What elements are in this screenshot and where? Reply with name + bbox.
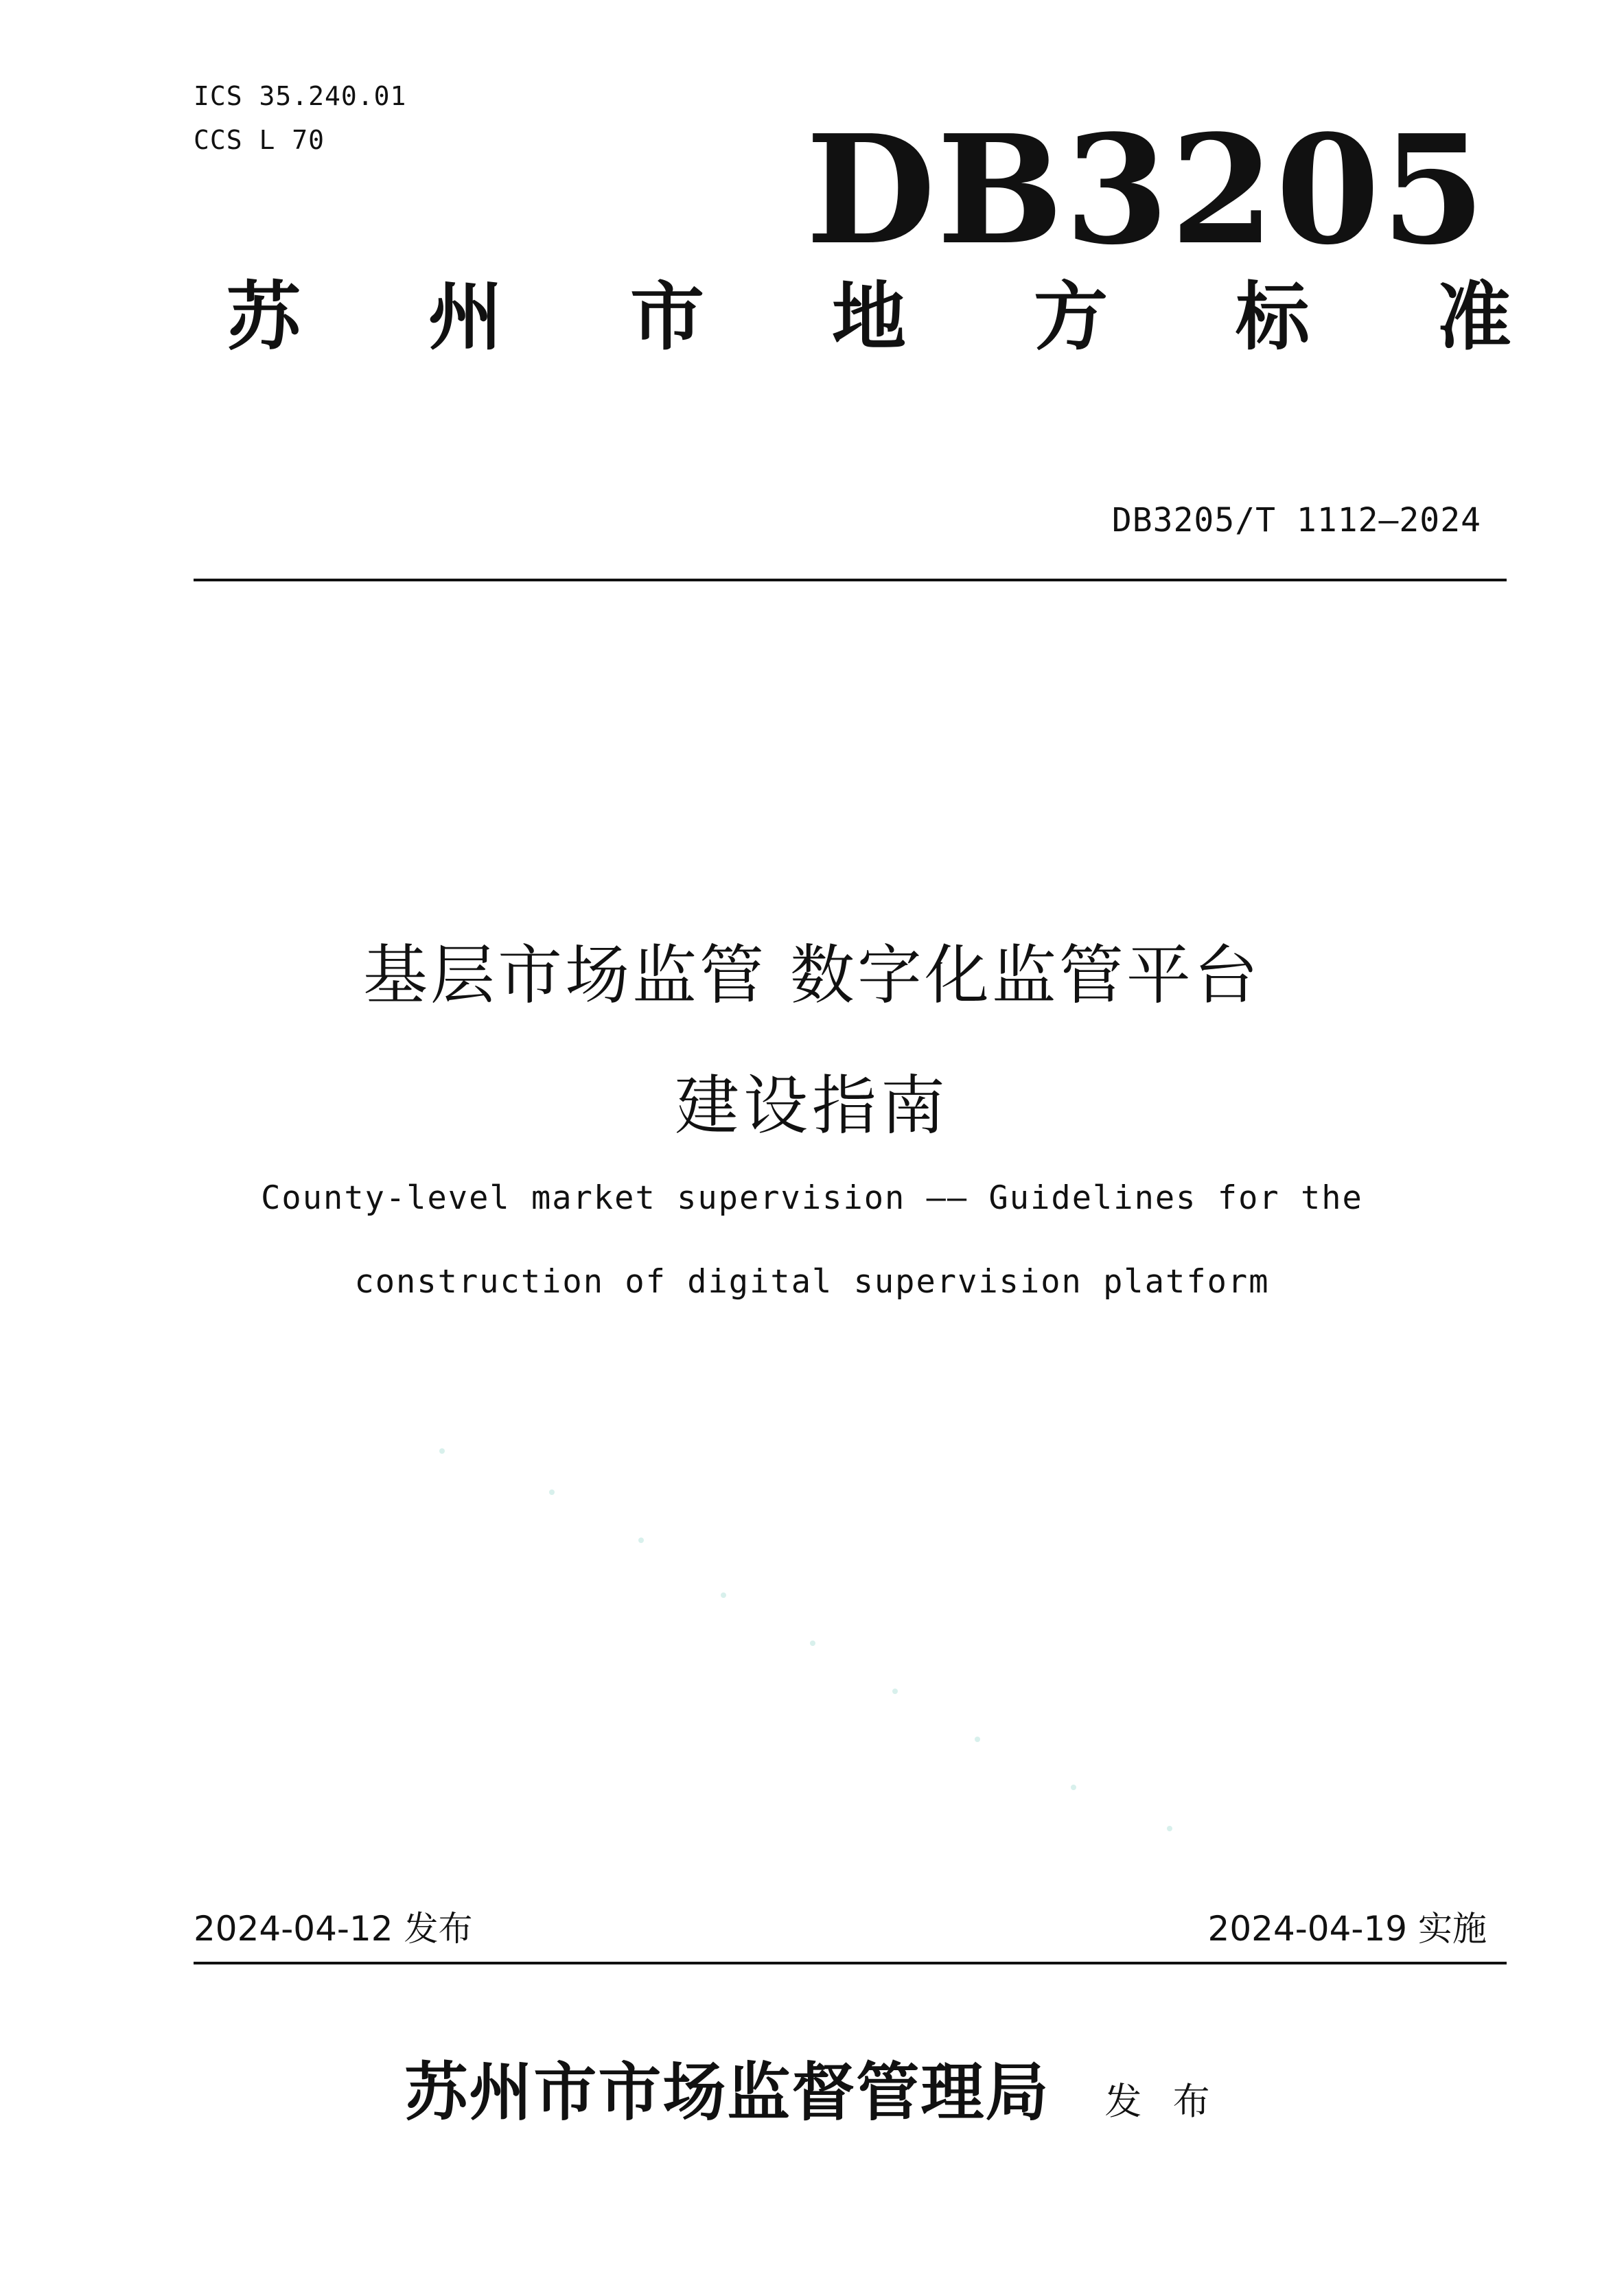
watermark-dot (549, 1489, 555, 1495)
standard-type-char: 方 (1033, 274, 1108, 360)
top-divider (194, 579, 1507, 581)
watermark-dot (1167, 1826, 1172, 1831)
standard-type-char: 苏 (227, 274, 301, 360)
publish-date: 2024-04-12 发布 (194, 1909, 473, 1949)
title-en-line2: construction of digital supervision platform (354, 1263, 1270, 1301)
standard-number: DB3205/T 1112—2024 (1111, 501, 1481, 540)
issuing-authority: 苏州市市场监督管理局 (404, 2055, 1050, 2129)
standard-type-char: 准 (1437, 274, 1511, 360)
standard-type-char: 州 (428, 274, 502, 360)
standard-type-char: 地 (831, 274, 906, 360)
bottom-divider (194, 1962, 1507, 1964)
watermark-dot (1071, 1785, 1076, 1790)
watermark-dot (721, 1592, 726, 1598)
watermark-dot (810, 1640, 815, 1646)
standard-type-char: 标 (1235, 274, 1310, 360)
standard-type-heading (227, 274, 1511, 360)
issuer-block (0, 2042, 1624, 2133)
watermark-dot (975, 1737, 980, 1742)
standard-logo: DB3205 (805, 102, 1487, 278)
watermark-dot (439, 1448, 445, 1454)
watermark-dot (638, 1538, 644, 1543)
title-en-line1: County-level market supervision —— Guidelines for the (261, 1179, 1363, 1217)
title-zh-line1: 基层市场监管 数字化监管平台 (363, 938, 1261, 1013)
title-zh-line2: 建设指南 (674, 1069, 949, 1144)
ccs-code: CCS L 70 (194, 125, 325, 155)
standard-type-char: 市 (629, 274, 704, 360)
ics-code: ICS 35.240.01 (194, 81, 407, 111)
watermark-dot (892, 1689, 898, 1694)
issue-label: 发 布 (1104, 2080, 1220, 2123)
effective-date: 2024-04-19 实施 (1207, 1909, 1487, 1949)
